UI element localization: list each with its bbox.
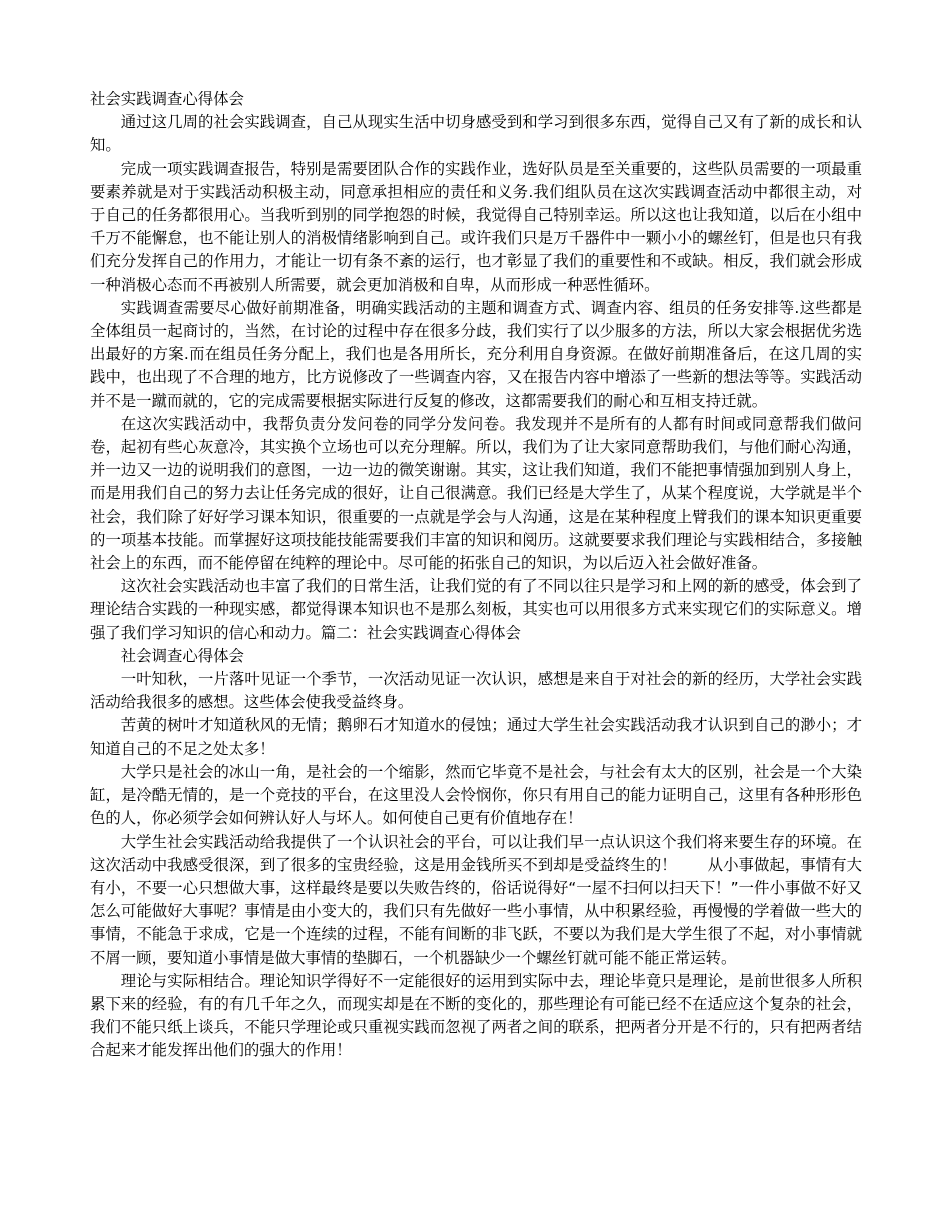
paragraph-5: 这次社会实践活动也丰富了我们的日常生活，让我们觉的有了不同以往只是学习和上网的新的感受，体会到了理论结合实践的一种现实感，都觉得课本知识也不是那么刻板，其实也可以用很多方式来实现它们的实际意义。增强了我们学习知识的信心和动力。篇二：社会实践调查心得体会 <box>90 577 862 642</box>
document-title: 社会实践调查心得体会 <box>90 90 244 108</box>
document-body <box>90 88 862 1063</box>
paragraph-3: 实践调查需要尽心做好前期准备，明确实践活动的主题和调查方式、调查内容、组员的任务安排等.这些都是全体组员一起商讨的，当然，在讨论的过程中存在很多分歧，我们实行了以少服多的方法，所以大家会根据优劣选出最好的方案.而在组员任务分配上，我们也是各用所长，充分利用自身资源。在做好前期准备后，在这几周的实践中，也出现了不合理的地方，比方说修改了一些调查内容，又在报告内容中增添了一些新的想法等等。实践活动并不是一蹴而就的，它的完成需要根据实际进行反复的修改，这都需要我们的耐心和互相支持迁就。 <box>90 298 862 410</box>
paragraph-7: 苦黄的树叶才知道秋风的无情；鹅卵石才知道水的侵蚀；通过大学生社会实践活动我才认识到自己的渺小；才知道自己的不足之处太多！ <box>90 716 862 758</box>
paragraph-10: 理论与实际相结合。理论知识学得好不一定能很好的运用到实际中去，理论毕竟只是理论，是前世很多人所积累下来的经验，有的有几千年之久，而现实却是在不断的变化的，那些理论有可能已经不在适应这个复杂的社会，我们不能只纸上谈兵，不能只学理论或只重视实践而忽视了两者之间的联系，把两者分开是不行的，只有把两者结合起来才能发挥出他们的强大的作用！ <box>90 971 862 1060</box>
paragraph-4: 在这次实践活动中，我帮负责分发问卷的同学分发问卷。我发现并不是所有的人都有时间或同意帮我们做问卷，起初有些心灰意冷，其实换个立场也可以充分理解。所以，我们为了让大家同意帮助我们，与他们耐心沟通，并一边又一边的说明我们的意图，一边一边的微笑谢谢。其实，这让我们知道，我们不能把事情强加到别人身上，而是用我们自己的努力去让任务完成的很好，让自己很满意。我们已经是大学生了，从某个程度说，大学就是半个社会，我们除了好好学习课本知识，很重要的一点就是学会与人沟通，这是在某种程度上臂我们的课本知识更重要的一项基本技能。而掌握好这项技能技能需要我们丰富的知识和阅历。这就要要求我们理论与实践相结合，多接触社会上的东西，而不能停留在纯粹的理论中。尽可能的拓张自己的知识，为以后迈入社会做好准备。 <box>90 414 862 573</box>
paragraph-6: 一叶知秋，一片落叶见证一个季节，一次活动见证一次认识，感想是来自于对社会的新的经历，大学社会实践活动给我很多的感想。这些体会使我受益终身。 <box>90 670 862 712</box>
paragraph-1: 通过这几周的社会实践调查，自己从现实生活中切身感受到和学习到很多东西，觉得自己又有了新的成长和认知。 <box>90 113 862 155</box>
paragraph-2: 完成一项实践调查报告，特别是需要团队合作的实践作业，选好队员是至关重要的，这些队员需要的一项最重要素养就是对于实践活动积极主动，同意承担相应的责任和义务.我们组队员在这次实践调查活动中都很主动，对于自己的任务都很用心。当我听到别的同学抱怨的时候，我觉得自己特别幸运。所以这也让我知道，以后在小组中千万不能懈怠，也不能让别人的消极情绪影响到自己。或许我们只是万千器件中一颗小小的螺丝钉，但是也只有我们充分发挥自己的作用力，才能让一切有条不紊的运行，也才彰显了我们的重要性和不或缺。相反，我们就会形成一种消极心态而不再被别人所需要，就会更加消极和自卑，从而形成一种恶性循环。 <box>90 159 862 294</box>
paragraph-9: 大学生社会实践活动给我提供了一个认识社会的平台，可以让我们早一点认识这个我们将来要生存的环境。在这次活动中我感受很深，到了很多的宝贵经验，这是用金钱所买不到却是受益终生的！ 从小事做起，事情有大有小，不要一心只想做大事，这样最终是要以失败告终的，俗话说得好“一屋不扫何以扫天下！”一件小事做不好又怎么可能做好大事呢？事情是由小变大的，我们只有先做好一些小事情，从中积累经验，再慢慢的学着做一些大的事情，不能急于求成，它是一个连续的过程，不能有间断的非飞跃，不要以为我们是大学生很了不起，对小事情就不屑一顾，要知道小事情是做大事情的垫脚石，一个机器缺少一个螺丝钉就可能不能正常运转。 <box>90 832 862 967</box>
section-subtitle: 社会调查心得体会 <box>120 646 244 665</box>
paragraph-8: 大学只是社会的冰山一角，是社会的一个缩影，然而它毕竟不是社会，与社会有太大的区别，社会是一个大染缸，是冷酷无情的，是一个竞技的平台，在这里没人会怜悯你，你只有用自己的能力证明自己，这里有各种形形色色的人，你必须学会如何辨认好人与坏人。如何使自己更有价值地存在！ <box>90 762 862 828</box>
